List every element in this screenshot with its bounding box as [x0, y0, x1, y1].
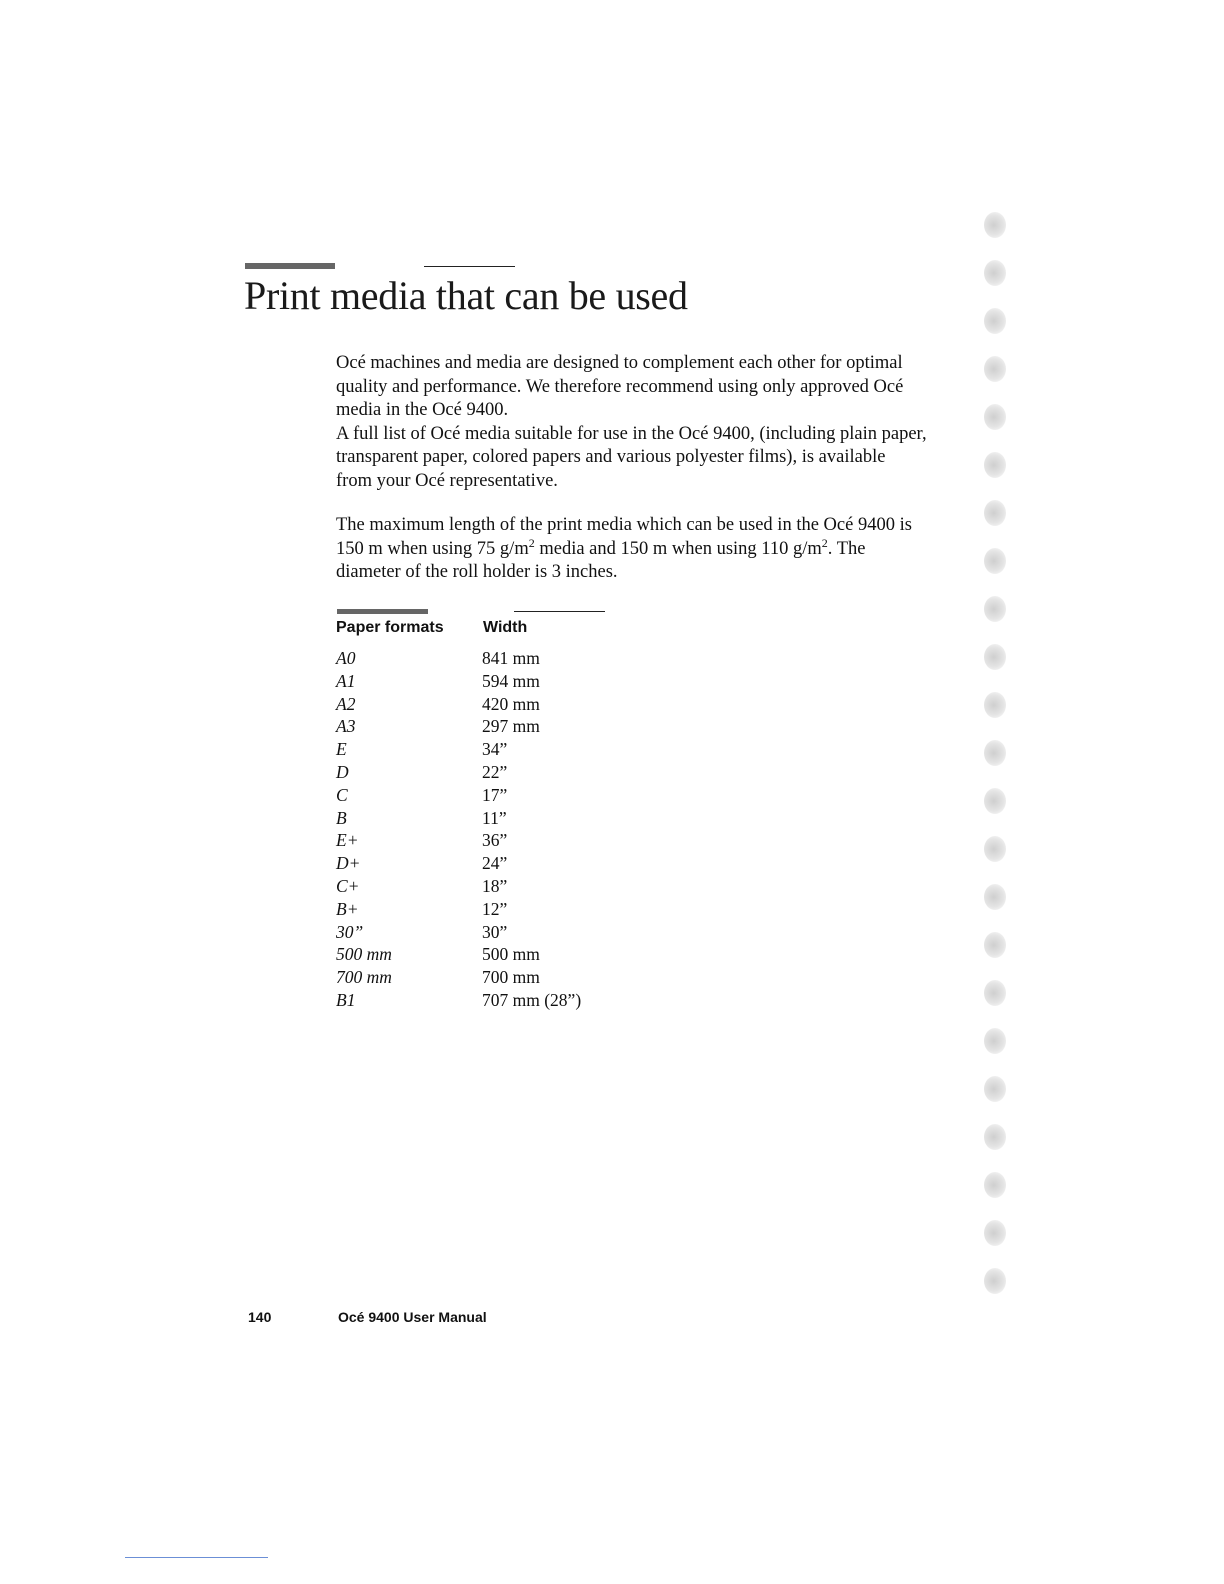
running-footer-title: Océ 9400 User Manual	[338, 1309, 487, 1325]
paper-format-cell: A2	[336, 693, 356, 714]
paper-format-cell: A0	[336, 648, 356, 668]
intro-line: quality and performance. We therefore recommend using only approved Océ	[336, 376, 904, 397]
binding-hole	[984, 308, 1006, 334]
page-title: Print media that can be used	[244, 273, 688, 318]
paper-format-cell: 30”	[336, 921, 364, 942]
binding-hole	[984, 692, 1006, 718]
width-cell: 420 mm	[482, 693, 540, 714]
binding-hole	[984, 500, 1006, 526]
binding-hole	[984, 1220, 1006, 1246]
binding-hole	[984, 404, 1006, 430]
binding-hole	[984, 212, 1006, 238]
intro-paragraph	[336, 352, 936, 493]
column-header-paper-formats: Paper formats	[336, 619, 444, 636]
table-rule-thick	[337, 609, 428, 614]
column-header-width: Width	[483, 619, 528, 636]
width-cell: 594 mm	[482, 670, 540, 691]
page-number: 140	[248, 1309, 272, 1325]
width-cell: 36”	[482, 830, 508, 851]
title-rule-thin	[424, 266, 515, 267]
paper-format-cell: B+	[336, 898, 359, 919]
length-text: media and 150 m when using 110 g/m	[534, 538, 822, 559]
width-cell: 700 mm	[482, 967, 540, 988]
width-cell: 11”	[482, 807, 507, 828]
width-cell: 500 mm	[482, 944, 540, 965]
binding-hole	[984, 356, 1006, 382]
width-cell: 24”	[482, 853, 508, 874]
paper-format-cell: C	[336, 784, 348, 805]
length-text: . The	[827, 538, 866, 559]
binding-hole	[984, 740, 1006, 766]
width-cell: 22”	[482, 761, 508, 782]
paper-format-cell: B1	[336, 989, 356, 1010]
binding-hole	[984, 644, 1006, 670]
binding-holes	[980, 212, 1020, 1362]
binding-hole	[984, 452, 1006, 478]
binding-hole	[984, 836, 1006, 862]
length-paragraph	[336, 514, 936, 585]
intro-line: A full list of Océ media suitable for use in the Océ 9400, (including plain paper,	[336, 423, 927, 444]
intro-line: transparent paper, colored papers and various polyester films), is available	[336, 447, 886, 467]
width-cell: 12”	[482, 898, 508, 919]
binding-hole	[984, 1076, 1006, 1102]
width-cell: 841 mm	[482, 648, 540, 668]
paper-format-cell: A1	[336, 670, 356, 691]
intro-line: Océ machines and media are designed to complement each other for optimal	[336, 353, 903, 373]
paper-format-cell: E	[336, 739, 347, 760]
width-cell: 30”	[482, 921, 508, 942]
intro-line: from your Océ representative.	[336, 470, 558, 491]
width-cell: 297 mm	[482, 716, 540, 737]
binding-hole	[984, 980, 1006, 1006]
length-line: diameter of the roll holder is 3 inches.	[336, 562, 618, 582]
bottom-rule	[125, 1557, 268, 1558]
paper-format-cell: D+	[336, 853, 361, 874]
paper-format-cell: E+	[336, 830, 359, 851]
paper-format-cell: 700 mm	[336, 967, 392, 988]
paper-format-cell: A3	[336, 716, 356, 737]
binding-hole	[984, 1172, 1006, 1198]
width-cell: 707 mm (28”)	[482, 989, 582, 1010]
table-rule-thin	[514, 611, 605, 612]
length-line: The maximum length of the print media which can be used in the Océ 9400 is	[336, 515, 912, 535]
intro-line: media in the Océ 9400.	[336, 400, 509, 420]
title-rule-thick	[245, 263, 335, 269]
binding-hole	[984, 788, 1006, 814]
length-text: 150 m when using 75 g/m	[336, 538, 529, 559]
paper-format-cell: 500 mm	[336, 944, 392, 965]
width-cell: 18”	[482, 875, 508, 896]
binding-hole	[984, 260, 1006, 286]
length-line	[336, 535, 936, 562]
binding-hole	[984, 1124, 1006, 1150]
paper-format-cell: B	[336, 807, 347, 828]
width-cell: 34”	[482, 739, 508, 760]
superscript: 2	[821, 535, 828, 550]
paper-format-cell: C+	[336, 875, 360, 896]
binding-hole	[984, 596, 1006, 622]
width-cell: 17”	[482, 784, 508, 805]
binding-hole	[984, 1028, 1006, 1054]
binding-hole	[984, 548, 1006, 574]
superscript: 2	[528, 535, 535, 550]
binding-hole	[984, 1268, 1006, 1294]
binding-hole	[984, 932, 1006, 958]
paper-format-cell: D	[336, 761, 349, 782]
binding-hole	[984, 884, 1006, 910]
